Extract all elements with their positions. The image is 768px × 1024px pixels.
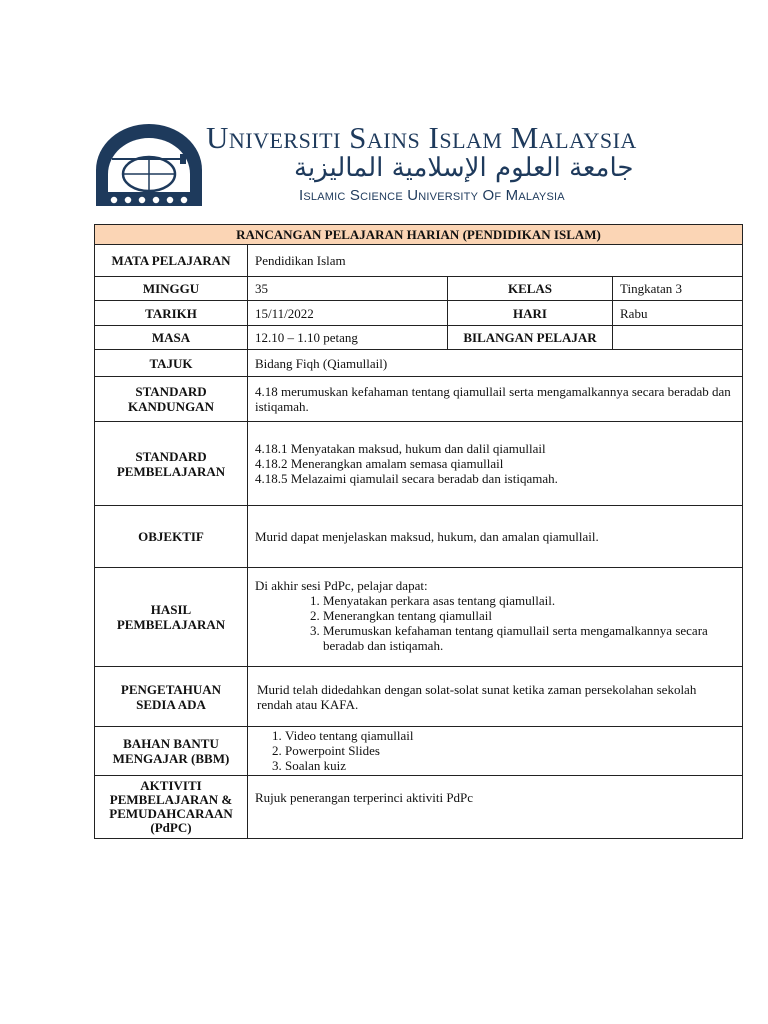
letterhead — [94, 120, 684, 212]
value-hari: Rabu — [613, 301, 743, 326]
label-bbm: BAHAN BANTU MENGAJAR (BBM) — [95, 727, 248, 776]
value-masa: 12.10 – 1.10 petang — [248, 326, 448, 350]
label-mata-pelajaran: MATA PELAJARAN — [95, 245, 248, 277]
value-mata-pelajaran: Pendidikan Islam — [248, 245, 743, 277]
label-pengetahuan-sedia-ada: PENGETAHUAN SEDIA ADA — [95, 667, 248, 727]
sp-item: 4.18.5 Melazaimi qiamulail secara beradab dan istiqamah. — [255, 471, 558, 486]
label-kelas: KELAS — [448, 277, 613, 301]
table-title: RANCANGAN PELAJARAN HARIAN (PENDIDIKAN ISLAM) — [95, 225, 743, 245]
university-name-en: Universiti Sains Islam Malaysia — [206, 120, 637, 155]
hasil-item: 3. Merumuskan kefahaman tentang qiamullail serta mengamalkannya secara beradab dan istiqamah. — [323, 623, 735, 653]
label-tarikh: TARIKH — [95, 301, 248, 326]
bbm-item: 3. Soalan kuiz — [285, 758, 735, 773]
value-bbm — [248, 727, 743, 776]
label-hasil-pembelajaran: HASIL PEMBELAJARAN — [95, 568, 248, 667]
label-masa: MASA — [95, 326, 248, 350]
usim-logo — [94, 122, 204, 208]
label-bilangan-pelajar: BILANGAN PELAJAR — [448, 326, 613, 350]
value-tajuk: Bidang Fiqh (Qiamullail) — [248, 350, 743, 377]
value-standard-pembelajaran — [248, 422, 743, 506]
lesson-plan-table — [94, 224, 743, 839]
value-hasil-pembelajaran — [248, 568, 743, 667]
value-bilangan-pelajar — [613, 326, 743, 350]
value-minggu: 35 — [248, 277, 448, 301]
label-tajuk: TAJUK — [95, 350, 248, 377]
university-name-ar: جامعة العلوم الإسلامية الماليزية — [294, 153, 634, 183]
hasil-intro: Di akhir sesi PdPc, pelajar dapat: — [255, 578, 428, 593]
hasil-item: 2. Menerangkan tentang qiamullail — [323, 608, 735, 623]
value-tarikh: 15/11/2022 — [248, 301, 448, 326]
sp-item: 4.18.1 Menyatakan maksud, hukum dan dalil qiamullail — [255, 441, 546, 456]
value-aktiviti-pdpc: Rujuk penerangan terperinci aktiviti PdPc — [248, 776, 743, 839]
value-kelas: Tingkatan 3 — [613, 277, 743, 301]
label-standard-pembelajaran: STANDARD PEMBELAJARAN — [95, 422, 248, 506]
value-standard-kandungan: 4.18 merumuskan kefahaman tentang qiamullail serta mengamalkannya secara beradab dan istiqamah. — [248, 377, 743, 422]
university-subtitle: Islamic Science University Of Malaysia — [299, 187, 565, 204]
hasil-item: 1. Menyatakan perkara asas tentang qiamullail. — [323, 593, 735, 608]
label-minggu: MINGGU — [95, 277, 248, 301]
bbm-item: 2. Powerpoint Slides — [285, 743, 735, 758]
value-objektif: Murid dapat menjelaskan maksud, hukum, dan amalan qiamullail. — [248, 506, 743, 568]
bbm-item: 1. Video tentang qiamullail — [285, 728, 735, 743]
value-pengetahuan-sedia-ada: Murid telah didedahkan dengan solat-solat sunat ketika zaman persekolahan sekolah rendah atau KAFA. — [248, 667, 743, 727]
label-aktiviti-pdpc: AKTIVITI PEMBELAJARAN & PEMUDAHCARAAN (PdPC) — [95, 776, 248, 839]
label-objektif: OBJEKTIF — [95, 506, 248, 568]
label-standard-kandungan: STANDARD KANDUNGAN — [95, 377, 248, 422]
label-hari: HARI — [448, 301, 613, 326]
sp-item: 4.18.2 Menerangkan amalam semasa qiamullail — [255, 456, 504, 471]
